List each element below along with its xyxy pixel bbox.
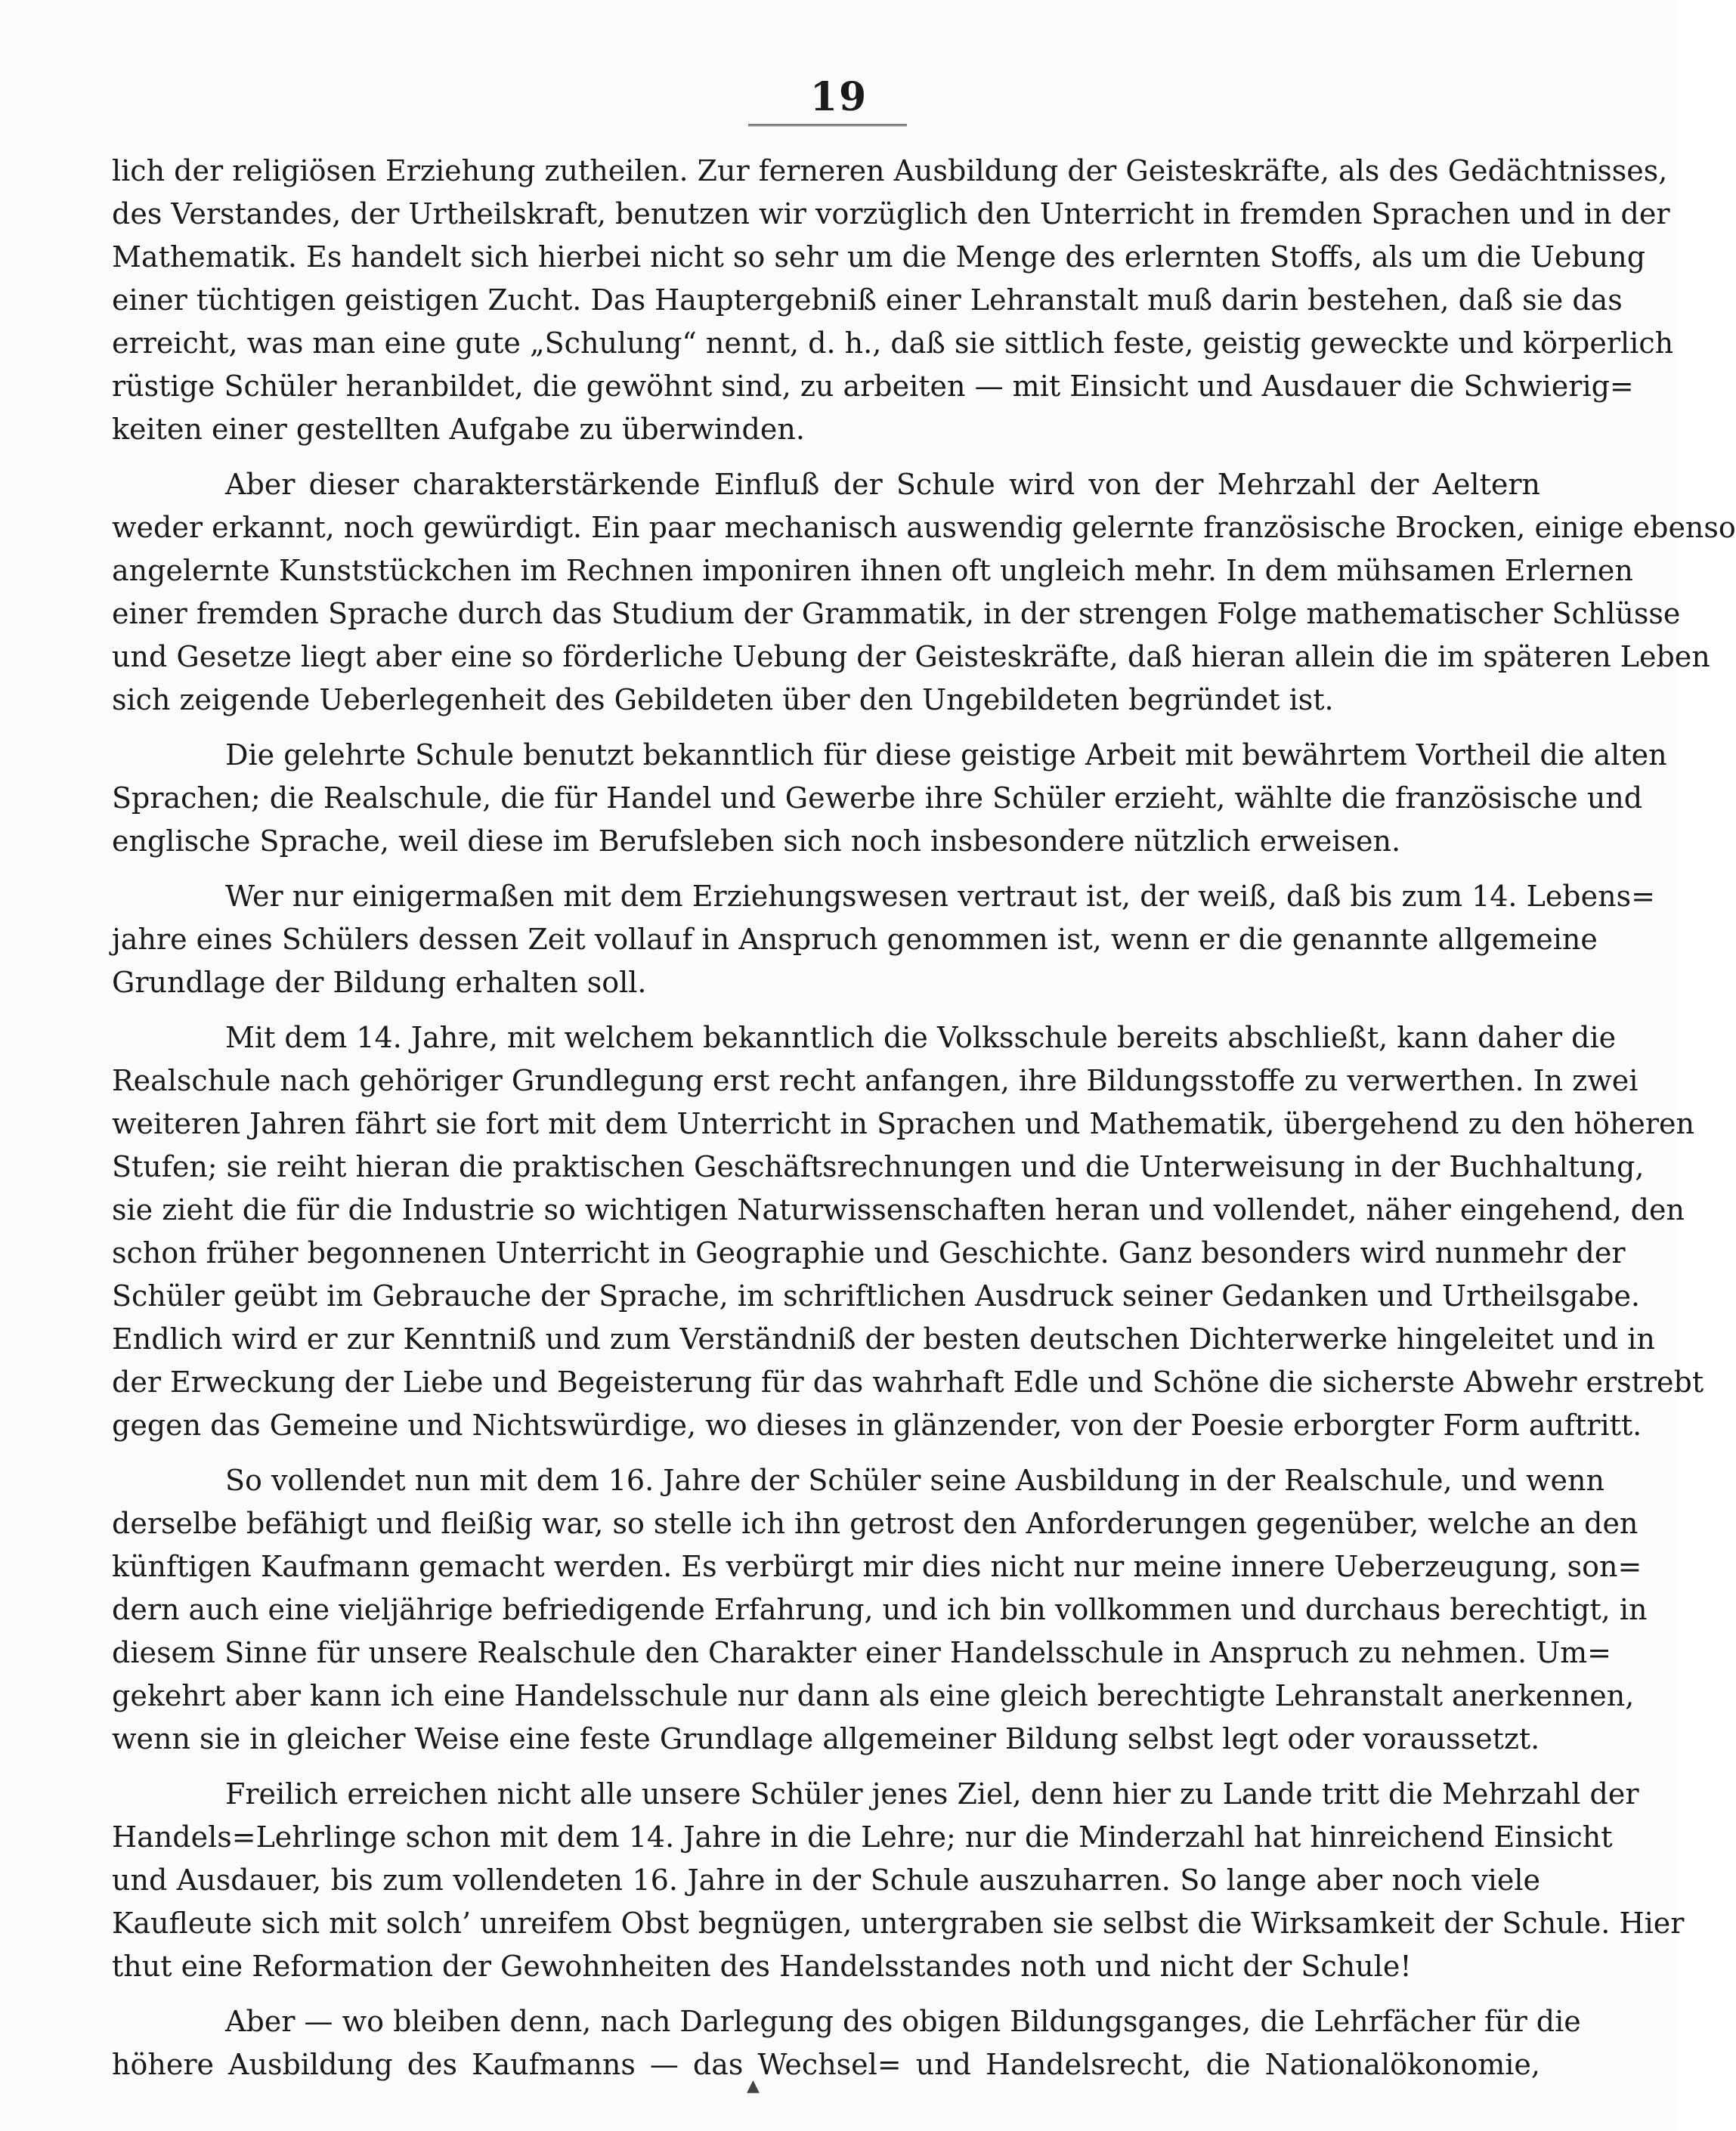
text-line: erreicht, was man eine gute „Schulung“ nennt, d. h., daß sie sittlich feste, geistig geweckte und körperlich [112,326,1674,360]
paragraph-2 [112,463,1736,722]
text-line: einer tüchtigen geistigen Zucht. Das Hauptergebniß einer Lehranstalt muß darin bestehen, daß sie das [112,283,1623,317]
text-line: diesem Sinne für unsere Realschule den Charakter einer Handelsschule in Anspruch zu nehmen. Um= [112,1636,1612,1669]
text-line: weder erkannt, noch gewürdigt. Ein paar mechanisch auswendig gelernte französische Brocken, einige ebenso [112,511,1736,544]
text-line: englische Sprache, weil diese im Berufsleben sich noch insbesondere nützlich erweisen. [112,824,1401,858]
text-line: höhere Ausbildung des Kaufmanns — das Wechsel= und Handelsrecht, die Nationalökonomie, [112,2048,1540,2081]
text-line: Aber — wo bleiben denn, nach Darlegung des obigen Bildungsganges, die Lehrfächer für die [225,2005,1581,2038]
text-line: des Verstandes, der Urtheilskraft, benutzen wir vorzüglich den Unterricht in fremden Sprachen und in der [112,197,1670,230]
page-number: 19 [809,74,868,120]
text-line: gegen das Gemeine und Nichtswürdige, wo dieses in glänzender, von der Poesie erborgter Form auftritt. [112,1409,1642,1442]
text-line: sich zeigende Ueberlegenheit des Gebildeten über den Ungebildeten begründet ist. [112,683,1334,716]
text-line: Handels=Lehrlinge schon mit dem 14. Jahre in die Lehre; nur die Minderzahl hat hinreichend Einsicht [112,1820,1613,1854]
paragraph-5 [112,1016,1704,1447]
text-line: der Erweckung der Liebe und Begeisterung für das wahrhaft Edle und Schöne die sicherste Abwehr erstrebt [112,1366,1704,1399]
text-line: Mathematik. Es handelt sich hierbei nicht so sehr um die Menge des erlernten Stoffs, als um die Uebung [112,240,1646,274]
text-line: Stufen; sie reiht hieran die praktischen Geschäftsrechnungen und die Unterweisung in der Buchhaltung, [112,1150,1645,1183]
paragraph-1 [112,150,1674,451]
paragraph-3 [112,734,1667,863]
header-rule [748,124,907,126]
paragraph-6 [112,1459,1648,1761]
text-line: sie zieht die für die Industrie so wichtigen Naturwissenschaften heran und vollendet, näher eingehend, den [112,1193,1685,1226]
text-line: So vollendet nun mit dem 16. Jahre der Schüler seine Ausbildung in der Realschule, und wenn [225,1464,1604,1497]
text-line: und Gesetze liegt aber eine so förderliche Uebung der Geisteskräfte, daß hieran allein die im späteren Leben [112,640,1710,673]
text-line: Grundlage der Bildung erhalten soll. [112,966,647,999]
text-line: thut eine Reformation der Gewohnheiten des Handelsstandes noth und nicht der Schule! [112,1950,1412,1983]
text-line: rüstige Schüler heranbildet, die gewöhnt sind, zu arbeiten — mit Einsicht und Ausdauer die Schwierig= [112,370,1634,403]
text-line: wenn sie in gleicher Weise eine feste Grundlage allgemeiner Bildung selbst legt oder voraussetzt. [112,1722,1540,1755]
paragraph-4 [112,875,1655,1004]
text-line: künftigen Kaufmann gemacht werden. Es verbürgt mir dies nicht nur meine innere Ueberzeugung, son= [112,1550,1642,1583]
text-line: jahre eines Schülers dessen Zeit vollauf in Anspruch genommen ist, wenn er die genannte allgemeine [112,923,1598,956]
text-line: Aber dieser charakterstärkende Einfluß der Schule wird von der Mehrzahl der Aeltern [225,468,1540,501]
text-line: gekehrt aber kann ich eine Handelsschule nur dann als eine gleich berechtigte Lehranstalt anerkennen, [112,1679,1635,1712]
text-line: Wer nur einigermaßen mit dem Erziehungswesen vertraut ist, der weiß, daß bis zum 14. Lebens= [225,880,1655,913]
text-line: keiten einer gestellten Aufgabe zu überwinden. [112,413,805,446]
text-line: Realschule nach gehöriger Grundlegung erst recht anfangen, ihre Bildungsstoffe zu verwerthen. In zwei [112,1064,1639,1097]
text-line: Freilich erreichen nicht alle unsere Schüler jenes Ziel, denn hier zu Lande tritt die Mehrzahl der [225,1777,1639,1811]
text-line: Die gelehrte Schule benutzt bekanntlich für diese geistige Arbeit mit bewährtem Vortheil die alten [225,738,1667,772]
text-line: derselbe befähigt und fleißig war, so stelle ich ihn getrost den Anforderungen gegenüber, welche an den [112,1507,1639,1540]
text-line: Kaufleute sich mit solch’ unreifem Obst begnügen, untergraben sie selbst die Wirksamkeit der Schule. Hier [112,1907,1685,1940]
footer-mark: ▲ [747,2077,760,2095]
text-line: einer fremden Sprache durch das Studium der Grammatik, in der strengen Folge mathematischer Schlüsse [112,597,1681,630]
text-line: weiteren Jahren fährt sie fort mit dem Unterricht in Sprachen und Mathematik, übergehend zu den höheren [112,1107,1695,1140]
paragraph-7 [112,1773,1685,1988]
paragraph-8 [112,2000,1581,2086]
text-line: schon früher begonnenen Unterricht in Geographie und Geschichte. Ganz besonders wird nunmehr der [112,1236,1626,1270]
text-line: dern auch eine vieljährige befriedigende Erfahrung, und ich bin vollkommen und durchaus berechtigt, in [112,1593,1648,1626]
text-line: angelernte Kunststückchen im Rechnen imponiren ihnen oft ungleich mehr. In dem mühsamen Erlernen [112,554,1633,587]
text-line: Mit dem 14. Jahre, mit welchem bekanntlich die Volksschule bereits abschließt, kann daher die [225,1021,1617,1054]
body-text [112,150,1736,2086]
text-line: Endlich wird er zur Kenntniß und zum Verständniß der besten deutschen Dichterwerke hingeleitet und in [112,1322,1655,1356]
text-line: lich der religiösen Erziehung zutheilen. Zur ferneren Ausbildung der Geisteskräfte, als des Gedächtnisses, [112,154,1668,187]
text-line: Schüler geübt im Gebrauche der Sprache, im schriftlichen Ausdruck seiner Gedanken und Urtheilsgabe. [112,1279,1641,1313]
text-line: Sprachen; die Realschule, die für Handel und Gewerbe ihre Schüler erzieht, wählte die französische und [112,781,1643,815]
text-line: und Ausdauer, bis zum vollendeten 16. Jahre in der Schule auszuharren. So lange aber noch viele [112,1863,1540,1897]
